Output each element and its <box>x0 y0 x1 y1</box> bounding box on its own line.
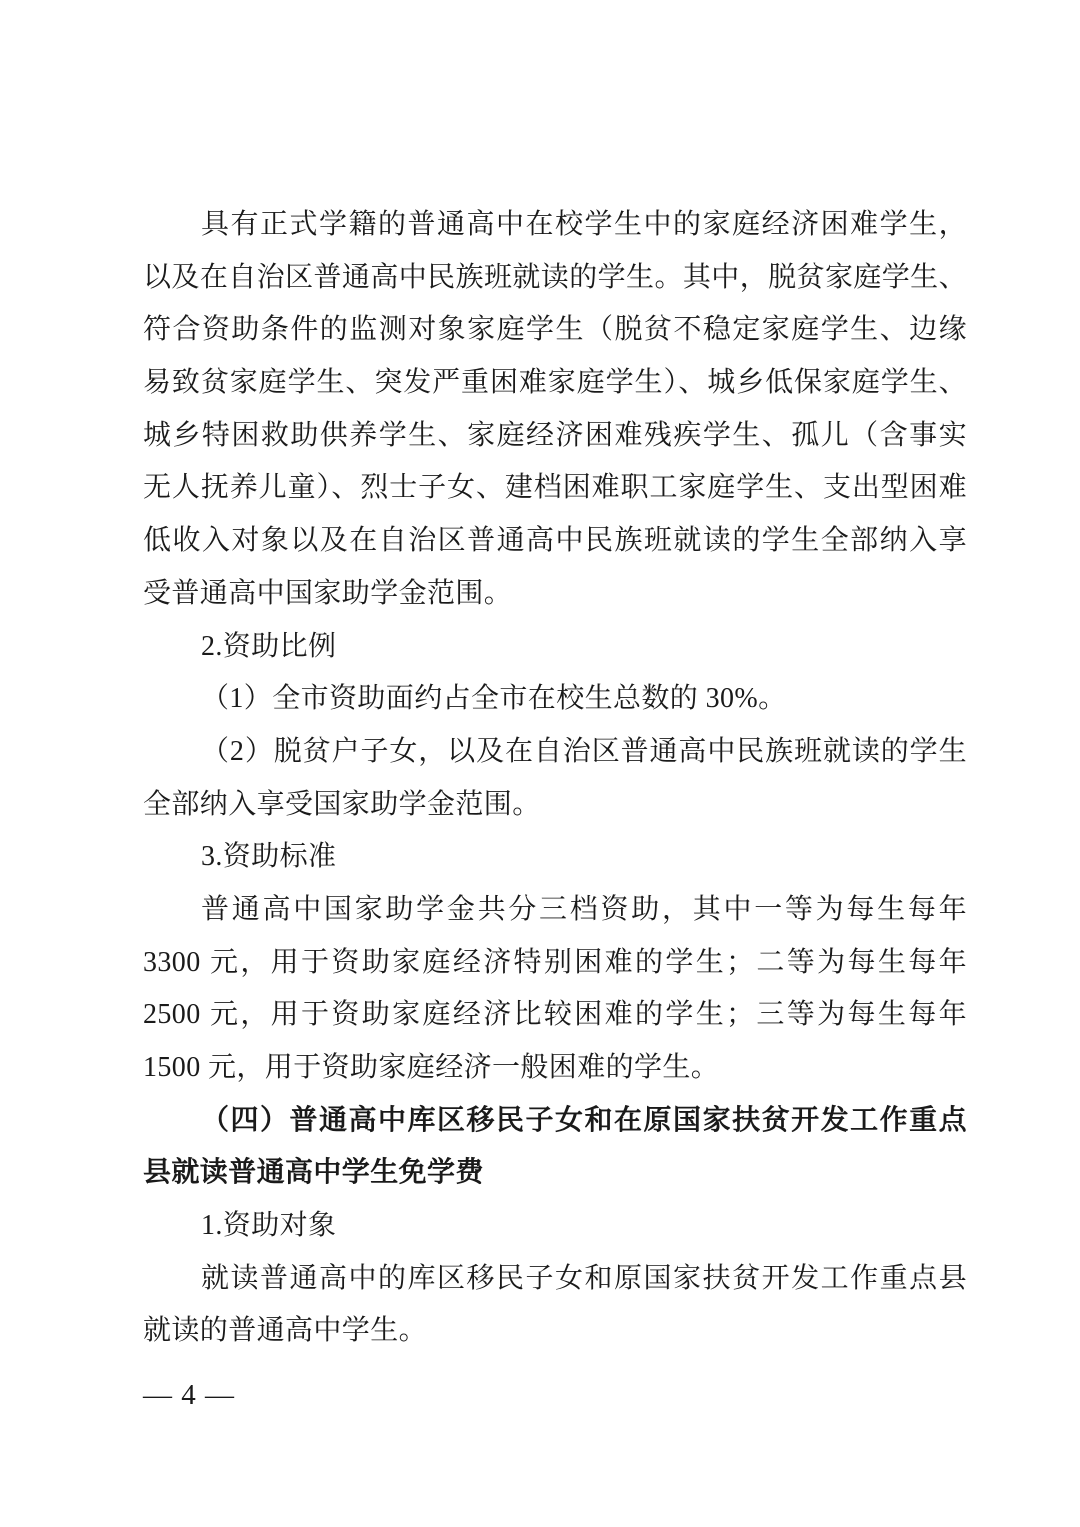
text-line: 普通高中国家助学金共分三档资助，其中一等为每生每年 <box>201 893 967 925</box>
text-line: （2）脱贫户子女，以及在自治区普通高中民族班就读的学生 <box>201 735 967 767</box>
document-body <box>143 199 967 1358</box>
text-line: 3.资助标准 <box>201 841 337 873</box>
text-line: 低收入对象以及在自治区普通高中民族班就读的学生全部纳入享 <box>143 525 967 557</box>
paragraph <box>143 199 967 621</box>
text-line: 2500 元，用于资助家庭经济比较困难的学生；三等为每生每年 <box>143 999 967 1031</box>
text-line: 易致贫家庭学生、突发严重困难家庭学生）、城乡低保家庭学生、 <box>143 367 967 399</box>
paragraph <box>143 1253 967 1358</box>
paragraph <box>143 673 967 726</box>
paragraph <box>143 1200 967 1253</box>
text-line: 1.资助对象 <box>201 1210 337 1242</box>
text-line: 无人抚养儿童）、烈士子女、建档困难职工家庭学生、支出型困难 <box>143 472 967 504</box>
text-line: 具有正式学籍的普通高中在校学生中的家庭经济困难学生， <box>201 209 967 240</box>
text-line: 就读普通高中的库区移民子女和原国家扶贫开发工作重点县 <box>201 1262 967 1294</box>
text-line: 3300 元，用于资助家庭经济特别困难的学生；二等为每生每年 <box>143 946 967 978</box>
text-line: 全部纳入享受国家助学金范围。 <box>143 788 541 820</box>
text-line: 符合资助条件的监测对象家庭学生（脱贫不稳定家庭学生、边缘 <box>143 314 967 346</box>
paragraph <box>143 831 967 884</box>
paragraph <box>143 884 967 1095</box>
text-line: 1500 元，用于资助家庭经济一般困难的学生。 <box>143 1052 720 1083</box>
text-line: 2.资助比例 <box>201 630 337 662</box>
text-line: 就读的普通高中学生。 <box>143 1315 428 1347</box>
section-heading <box>143 1095 967 1200</box>
page-number: — 4 — <box>143 1379 235 1411</box>
text-line: 以及在自治区普通高中民族班就读的学生。其中，脱贫家庭学生、 <box>143 261 967 293</box>
text-line: 受普通高中国家助学金范围。 <box>143 577 513 609</box>
text-line: （四）普通高中库区移民子女和在原国家扶贫开发工作重点 <box>201 1104 967 1136</box>
text-line: （1）全市资助面约占全市在校生总数的 30%。 <box>201 683 787 715</box>
text-line: 县就读普通高中学生免学费 <box>143 1157 484 1189</box>
paragraph <box>143 726 967 831</box>
text-line: 城乡特困救助供养学生、家庭经济困难残疾学生、孤儿（含事实 <box>143 419 967 451</box>
paragraph <box>143 621 967 674</box>
